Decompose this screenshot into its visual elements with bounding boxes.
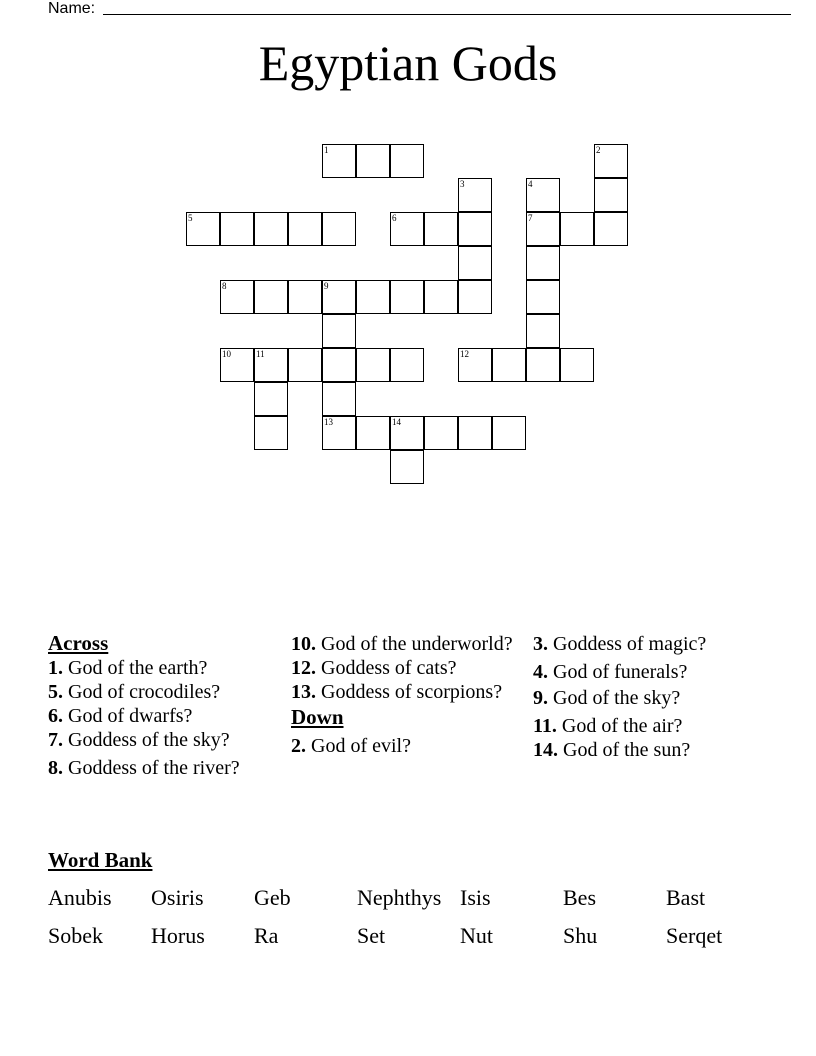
word-bank-heading: Word Bank xyxy=(48,848,153,872)
crossword-cell[interactable] xyxy=(356,144,390,178)
crossword-cell[interactable] xyxy=(288,212,322,246)
across-heading: Across xyxy=(48,631,109,655)
page-title: Egyptian Gods xyxy=(258,35,558,91)
crossword-cell[interactable] xyxy=(526,348,560,382)
clues-column-1 xyxy=(48,630,278,780)
clue-down-14: 14. God of the sun? xyxy=(533,739,691,761)
crossword-cell[interactable] xyxy=(526,178,560,212)
word-bank-item: Ra xyxy=(254,923,279,948)
crossword-cell[interactable] xyxy=(424,280,458,314)
crossword-cell[interactable] xyxy=(526,246,560,280)
clue-across-13: 13. Goddess of scorpions? xyxy=(291,681,503,703)
crossword-cell[interactable] xyxy=(594,144,628,178)
cell-number: 5 xyxy=(188,213,193,223)
clue-down-9: 9. God of the sky? xyxy=(533,687,681,709)
clue-down-4: 4. God of funerals? xyxy=(533,661,688,683)
crossword-cell[interactable] xyxy=(560,348,594,382)
crossword-cell[interactable] xyxy=(424,416,458,450)
crossword-cell[interactable] xyxy=(322,348,356,382)
cell-number: 3 xyxy=(460,179,465,189)
clue-across-5: 5. God of crocodiles? xyxy=(48,681,221,703)
name-label: Name: xyxy=(48,0,96,17)
crossword-cell[interactable] xyxy=(458,348,492,382)
clue-down-2: 2. God of evil? xyxy=(291,735,411,757)
cell-number: 6 xyxy=(392,213,397,223)
crossword-cell[interactable] xyxy=(254,348,288,382)
word-bank-item: Osiris xyxy=(151,885,204,910)
crossword-cell[interactable] xyxy=(186,212,220,246)
crossword-cell[interactable] xyxy=(322,416,356,450)
crossword-cell[interactable] xyxy=(458,246,492,280)
cell-number: 14 xyxy=(392,417,401,427)
crossword-cell[interactable] xyxy=(390,144,424,178)
crossword-cell[interactable] xyxy=(458,178,492,212)
word-bank-item: Sobek xyxy=(48,923,103,948)
clue-across-7: 7. Goddess of the sky? xyxy=(48,729,230,751)
word-bank-item: Anubis xyxy=(48,885,112,910)
word-bank-item: Isis xyxy=(460,885,491,910)
crossword-cell[interactable] xyxy=(288,348,322,382)
crossword-cell[interactable] xyxy=(322,212,356,246)
word-bank-item: Geb xyxy=(254,885,291,910)
crossword-cell[interactable] xyxy=(322,382,356,416)
word-bank-item: Nephthys xyxy=(357,885,442,910)
crossword-cell[interactable] xyxy=(390,348,424,382)
crossword-cell[interactable] xyxy=(526,314,560,348)
word-bank-item: Serqet xyxy=(666,923,723,948)
clue-across-10: 10. God of the underworld? xyxy=(291,633,513,655)
clue-across-1: 1. God of the earth? xyxy=(48,657,208,679)
crossword-cell[interactable] xyxy=(220,212,254,246)
cell-number: 11 xyxy=(256,349,265,359)
crossword-cell[interactable] xyxy=(492,348,526,382)
cell-number: 2 xyxy=(596,145,601,155)
crossword-cell[interactable] xyxy=(390,212,424,246)
word-bank-item: Bes xyxy=(563,885,596,910)
clue-across-6: 6. God of dwarfs? xyxy=(48,705,193,727)
down-heading: Down xyxy=(291,705,344,729)
cell-number: 9 xyxy=(324,281,329,291)
crossword-cell[interactable] xyxy=(220,348,254,382)
crossword-cell[interactable] xyxy=(594,178,628,212)
crossword-cell[interactable] xyxy=(254,416,288,450)
crossword-cell[interactable] xyxy=(254,280,288,314)
crossword-cell[interactable] xyxy=(254,212,288,246)
clues-column-3 xyxy=(533,630,763,762)
word-bank-item: Horus xyxy=(151,923,205,948)
crossword-cell[interactable] xyxy=(322,144,356,178)
crossword-cell[interactable] xyxy=(356,348,390,382)
crossword-cell[interactable] xyxy=(458,212,492,246)
crossword-cell[interactable] xyxy=(356,416,390,450)
crossword-grid xyxy=(0,0,816,500)
clue-across-8: 8. Goddess of the river? xyxy=(48,757,240,779)
crossword-cell[interactable] xyxy=(390,450,424,484)
cell-number: 10 xyxy=(222,349,231,359)
crossword-cell[interactable] xyxy=(526,212,560,246)
cell-number: 13 xyxy=(324,417,333,427)
cell-number: 1 xyxy=(324,145,329,155)
crossword-cell[interactable] xyxy=(492,416,526,450)
crossword-cell[interactable] xyxy=(322,314,356,348)
clue-across-12: 12. Goddess of cats? xyxy=(291,657,457,679)
word-bank-item: Shu xyxy=(563,923,598,948)
crossword-cell[interactable] xyxy=(322,280,356,314)
word-bank-item: Nut xyxy=(460,923,493,948)
crossword-cell[interactable] xyxy=(390,280,424,314)
crossword-cell[interactable] xyxy=(288,280,322,314)
word-bank-item: Bast xyxy=(666,885,706,910)
crossword-cell[interactable] xyxy=(356,280,390,314)
crossword-cell[interactable] xyxy=(424,212,458,246)
crossword-cell[interactable] xyxy=(526,280,560,314)
clue-down-11: 11. God of the air? xyxy=(533,715,683,737)
crossword-cell[interactable] xyxy=(560,212,594,246)
cell-number: 4 xyxy=(528,179,533,189)
clues-column-2 xyxy=(291,630,521,758)
word-bank-item: Set xyxy=(357,923,386,948)
crossword-cell[interactable] xyxy=(594,212,628,246)
crossword-cell[interactable] xyxy=(458,416,492,450)
crossword-cell[interactable] xyxy=(390,416,424,450)
clue-down-3: 3. Goddess of magic? xyxy=(533,633,707,655)
cell-number: 7 xyxy=(528,213,533,223)
crossword-cell[interactable] xyxy=(254,382,288,416)
cell-number: 8 xyxy=(222,281,227,291)
crossword-cell[interactable] xyxy=(458,280,492,314)
crossword-cell[interactable] xyxy=(220,280,254,314)
cell-number: 12 xyxy=(460,349,469,359)
